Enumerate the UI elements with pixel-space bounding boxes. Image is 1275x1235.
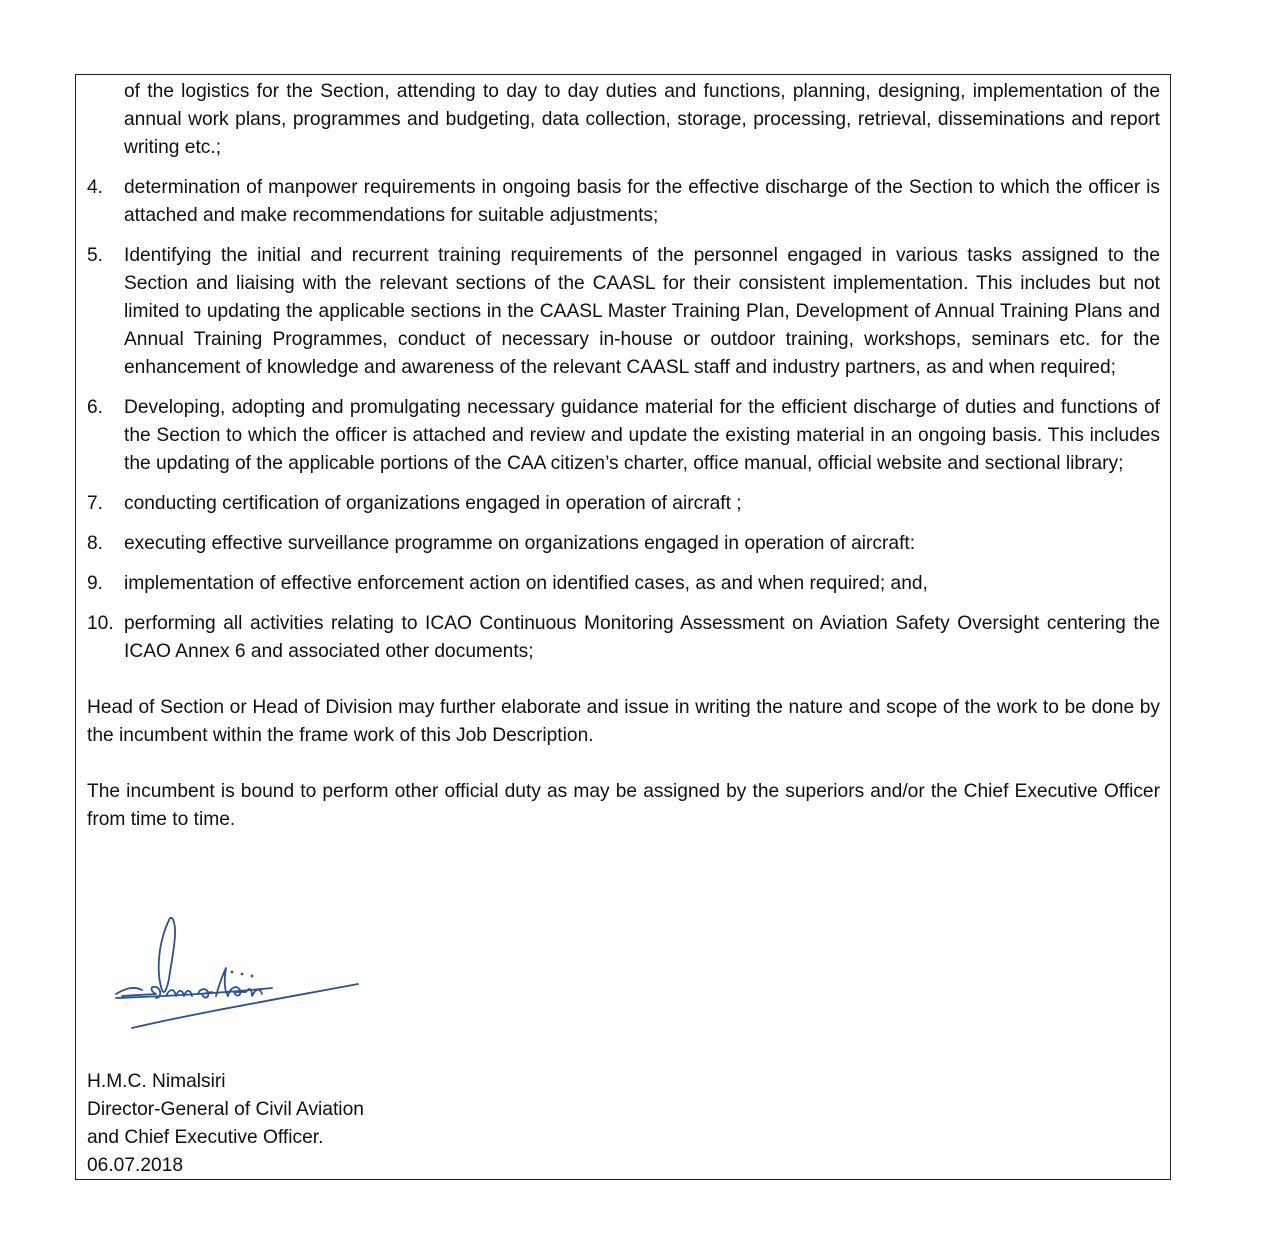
document-body — [87, 78, 1160, 834]
list-item-number: 9. — [87, 573, 104, 594]
list-item-text: executing effective surveillance programme on organizations engaged in operation of aircraft: — [124, 533, 916, 554]
spacer — [87, 750, 1160, 778]
list-item-text: conducting certification of organizations engaged in operation of aircraft ; — [124, 493, 742, 514]
list-item-number: 7. — [87, 493, 104, 514]
signatory-title-line1: Director-General of Civil Aviation — [87, 1099, 364, 1120]
list-item — [87, 174, 1160, 230]
list-item — [87, 530, 1160, 558]
list-item-number: 8. — [87, 533, 104, 554]
signatory-title-line2: and Chief Executive Officer. — [87, 1127, 324, 1148]
continued-item-text: of the logistics for the Section, attending to day to day duties and functions, planning, designing, implementation of the annual work plans, programmes and budgeting, data collection, storage, processing, retrieval, disseminations and report writing etc.; — [124, 81, 1160, 158]
handwritten-signature — [112, 912, 372, 1036]
list-item-text: Developing, adopting and promulgating necessary guidance material for the efficient discharge of duties and functions of the Section to which the officer is attached and review and update the existing material in an ongoing basis. This includes the updating of the applicable portions of the CAA citizen’s charter, office manual, official website and sectional library; — [124, 397, 1160, 474]
list-item-text: determination of manpower requirements in ongoing basis for the effective discharge of the Section to which the officer is attached and make recommendations for suitable adjustments; — [124, 177, 1160, 226]
signature-block — [87, 1068, 364, 1180]
spacer — [87, 678, 1160, 694]
list-item — [87, 394, 1160, 478]
list-item-number: 4. — [87, 177, 104, 198]
list-item-text: performing all activities relating to ICAO Continuous Monitoring Assessment on Aviation Safety Oversight centering the ICAO Annex 6 and associated other documents; — [124, 613, 1160, 662]
paragraph-head-of-section: Head of Section or Head of Division may further elaborate and issue in writing the nature and scope of the work to be done by the incumbent within the frame work of this Job Description. — [87, 697, 1160, 746]
signature-date: 06.07.2018 — [87, 1155, 184, 1176]
list-item-text: implementation of effective enforcement action on identified cases, as and when required; and, — [124, 573, 928, 594]
list-item — [87, 490, 1160, 518]
list-item — [87, 610, 1160, 666]
list-item-number: 6. — [87, 397, 104, 418]
paragraph-other-duties: The incumbent is bound to perform other official duty as may be assigned by the superiors and/or the Chief Executive Officer from time to time. — [87, 781, 1160, 830]
list-item — [87, 242, 1160, 382]
signatory-name: H.M.C. Nimalsiri — [87, 1071, 226, 1092]
list-item-text: Identifying the initial and recurrent training requirements of the personnel engaged in various tasks assigned to the Section and liaising with the relevant sections of the CAASL for their consistent implementation. This includes but not limited to updating the applicable sections in the CAASL Master Training Plan, Development of Annual Training Plans and Annual Training Programmes, conduct of necessary in-house or outdoor training, workshops, seminars etc. for the enhancement of knowledge and awareness of the relevant CAASL staff and industry partners, as and when required; — [124, 245, 1160, 378]
list-item — [87, 570, 1160, 598]
list-item-number: 5. — [87, 245, 104, 266]
list-item-number: 10. — [87, 613, 114, 634]
